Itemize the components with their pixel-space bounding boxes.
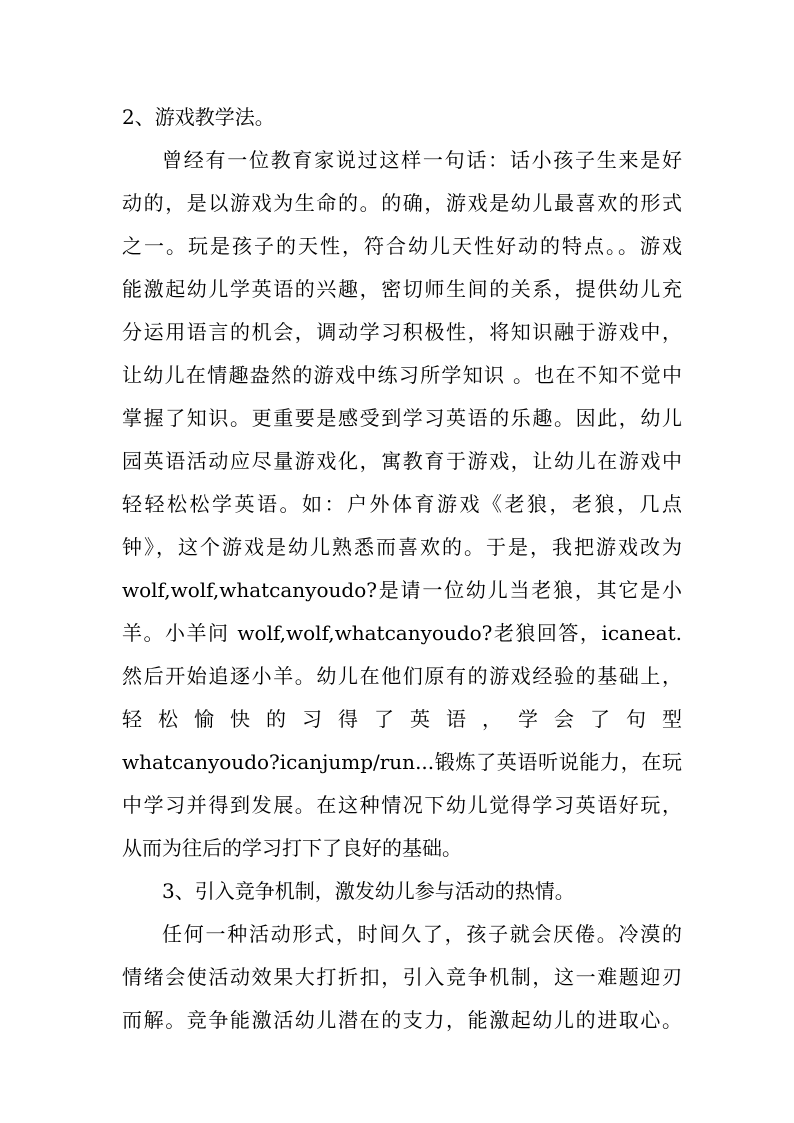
text-line: 羊。小羊问 wolf,wolf,whatcanyoudo?老狼回答，icaneat. [122, 621, 682, 645]
text-line: 曾经有一位教育家说过这样一句话：话小孩子生来是好 [162, 148, 682, 172]
text-line: 让幼儿在情趣盎然的游戏中练习所学知识 。也在不知不觉中 [122, 363, 682, 387]
text-line: 任何一种活动形式，时间久了，孩子就会厌倦。冷漠的 [162, 922, 682, 946]
section-heading-3: 3、引入竞争机制，激发幼儿参与活动的热情。 [162, 879, 575, 903]
text-line: 园英语活动应尽量游戏化，寓教育于游戏，让幼儿在游戏中 [122, 449, 682, 473]
text-line: whatcanyoudo?icanjump/run...锻炼了英语听说能力，在玩 [122, 750, 682, 774]
text-line: 之一。玩是孩子的天性，符合幼儿天性好动的特点。。游戏 [122, 234, 682, 258]
text-line: 从而为往后的学习打下了良好的基础。 [122, 836, 462, 860]
text-line: 而解。竞争能激活幼儿潜在的支力，能激起幼儿的进取心。 [122, 1008, 682, 1032]
text-line: 能激起幼儿学英语的兴趣，密切师生间的关系，提供幼儿充 [122, 277, 682, 301]
text-line: 轻轻松松学英语。如：户外体育游戏《老狼，老狼，几点 [122, 492, 682, 516]
text-line: 动的，是以游戏为生命的。的确，游戏是幼儿最喜欢的形式 [122, 191, 682, 215]
text-line: 中学习并得到发展。在这种情况下幼儿觉得学习英语好玩， [122, 793, 682, 817]
text-line: 然后开始追逐小羊。幼儿在他们原有的游戏经验的基础上， [122, 664, 682, 688]
text-line: 钟》，这个游戏是幼儿熟悉而喜欢的。于是，我把游戏改为 [122, 535, 682, 559]
text-line: wolf,wolf,whatcanyoudo?是请一位幼儿当老狼，其它是小 [122, 578, 682, 602]
text-line: 轻 松 愉 快 的 习 得 了 英 语 ， 学 会 了 句 型 [122, 707, 682, 731]
text-line: 分运用语言的机会，调动学习积极性，将知识融于游戏中， [122, 320, 682, 344]
text-line: 情绪会使活动效果大打折扣，引入竞争机制，这一难题迎刃 [122, 965, 682, 989]
text-line: 掌握了知识。更重要是感受到学习英语的乐趣。因此，幼儿 [122, 406, 682, 430]
section-heading-2: 2、游戏教学法。 [122, 105, 275, 129]
